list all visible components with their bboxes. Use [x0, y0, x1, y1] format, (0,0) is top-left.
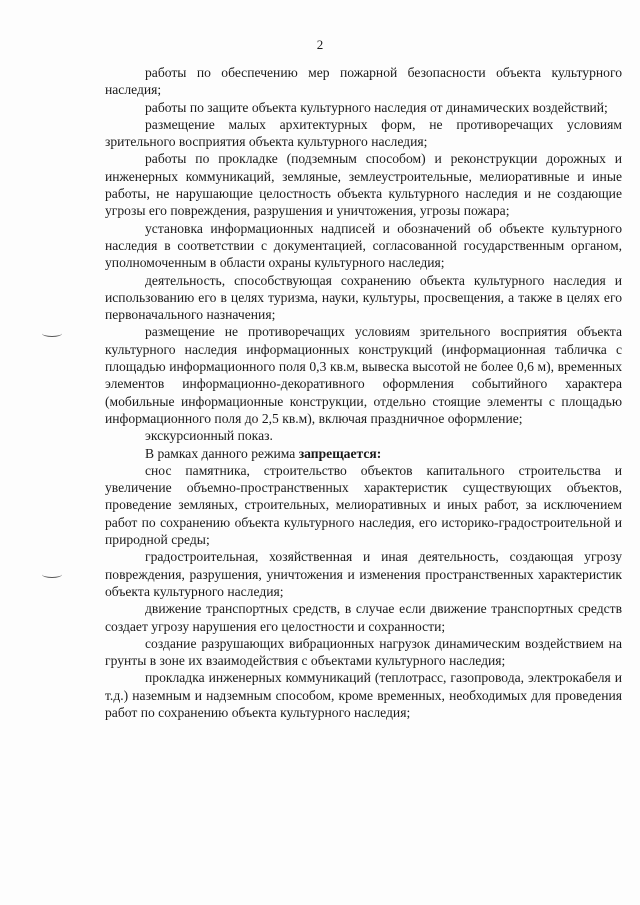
paragraph: установка информационных надписей и обозначений об объекте культурного наследия в соответствии с документацией, согласованной государственным органом, уполномоченным в области охраны культурного наследия; [105, 220, 622, 271]
paragraph: деятельность, способствующая сохранению объекта культурного наследия и использованию его в целях туризма, науки, культуры, просвещения, а также в целях его первоначального назначения; [105, 272, 622, 323]
binding-mark [42, 330, 62, 337]
paragraph: работы по прокладке (подземным способом) и реконструкции дорожных и инженерных коммуникаций, земляные, землеустроительные, мелиоративные и иные работы, не нарушающие целостность объекта культурного наследия и не создающие угрозы его повреждения, разрушения и уничтожения, угрозы пожара; [105, 151, 622, 219]
paragraph: размещение не противоречащих условиям зрительного восприятия объекта культурного наследия информационных конструкций (информационная табличка с площадью информационного поля 0,3 кв.м, вывеска высотой не более 0,6 м), временных элементов информационно-декоративного оформления событийного характера (мобильные информационные конструкции, отдельно стоящие элементы с площадью информационного поля до 2,5 кв.м), включая праздничное оформление; [105, 324, 622, 426]
page-number: 2 [316, 37, 324, 52]
paragraph: размещение малых архитектурных форм, не противоречащих условиям зрительного восприятия объекта культурного наследия; [105, 116, 622, 150]
prohibition-lead: В рамках данного режима [145, 445, 299, 461]
paragraph: снос памятника, строительство объектов капитального строительства и увеличение объемно-пространственных характеристик существующих объектов, проведение земляных, строительных, мелиоративных и иных работ, за исключением работ по сохранению объекта культурного наследия, его историко-градостроительной и природной среды; [105, 462, 622, 548]
paragraph: создание разрушающих вибрационных нагрузок динамическим воздействием на грунты в зоне их взаимодействия с объектами культурного наследия; [105, 635, 622, 669]
binding-mark [42, 571, 62, 578]
paragraph: работы по защите объекта культурного наследия от динамических воздействий; [145, 99, 608, 115]
paragraph: прокладка инженерных коммуникаций (теплотрасс, газопровода, электрокабеля и т.д.) наземным и надземным способом, кроме временных, необходимых для проведения работ по сохранению объекта культурного наследия; [105, 670, 622, 720]
paragraph: работы по обеспечению мер пожарной безопасности объекта культурного наследия; [105, 65, 622, 98]
prohibition-bold: запрещается: [298, 445, 382, 461]
paragraph: движение транспортных средств, в случае если движение транспортных средств создает угрозу нарушения его целостности и сохранности; [105, 601, 622, 634]
document-body [105, 64, 622, 721]
paragraph: экскурсионный показ. [145, 428, 273, 444]
prohibition-heading [105, 445, 622, 462]
paragraph: градостроительная, хозяйственная и иная деятельность, создающая угрозу повреждения, разрушения, уничтожения и изменения пространственных характеристик объекта культурного наследия; [105, 549, 622, 599]
